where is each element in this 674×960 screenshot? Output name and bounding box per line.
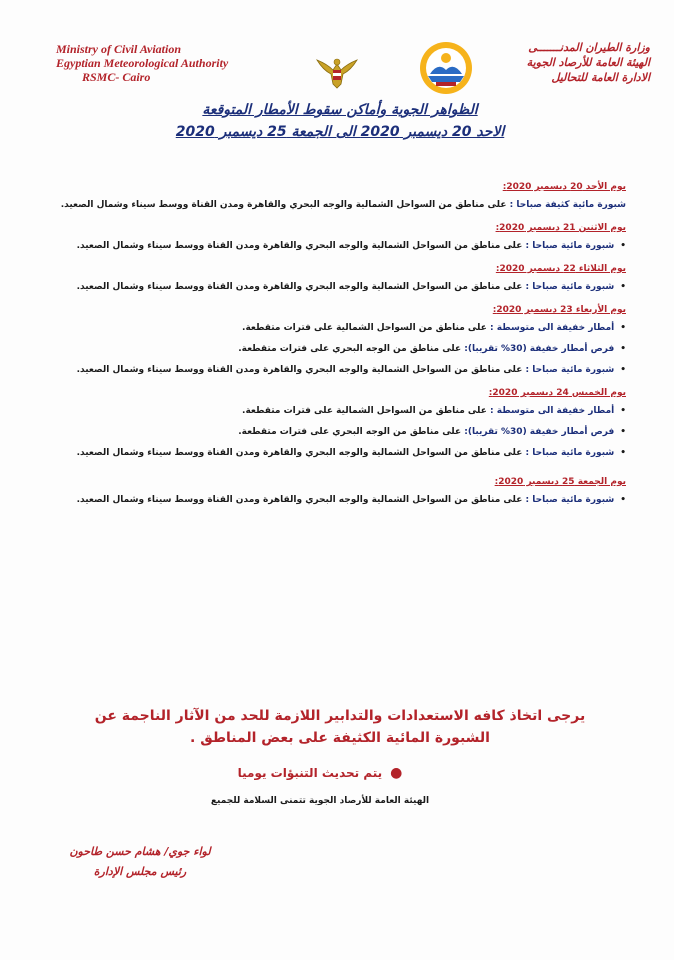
day-title: يوم الجمعة 25 ديسمبر 2020: xyxy=(494,477,626,487)
title-line-2: الاحد 20 ديسمبر 2020 الى الجمعة 25 ديسمبر 2020 xyxy=(175,124,505,140)
forecast-item xyxy=(40,321,626,336)
header-english xyxy=(56,42,256,84)
phenomenon-label: فرص أمطار خفيفة (30% تقريبا): xyxy=(464,344,615,354)
forecast-item xyxy=(40,446,626,461)
phenomenon-areas: على مناطق من السواحل الشمالية والوجه البحري والقاهرة ومدن القناة ووسط سيناء وشمال الصعيد. xyxy=(76,448,526,458)
forecast-days xyxy=(40,180,626,516)
ministry-name-en: Ministry of Civil Aviation xyxy=(56,42,182,56)
phenomenon-areas: على مناطق من السواحل الشمالية والوجه البحري والقاهرة ومدن القناة ووسط سيناء وشمال الصعيد. xyxy=(60,200,510,210)
update-text: يتم تحديث التنبؤات يوميا xyxy=(237,766,383,780)
phenomenon-areas: على مناطق من السواحل الشمالية والوجه البحري والقاهرة ومدن القناة ووسط سيناء وشمال الصعيد. xyxy=(76,282,526,292)
phenomenon-label: أمطار خفيفة الى متوسطة : xyxy=(490,406,615,416)
forecast-item xyxy=(40,342,626,357)
advisory-line-1: يرجى اتخاذ كافه الاستعدادات والتدابير اللازمة للحد من الآثار الناجمة عن xyxy=(94,708,586,724)
header-arabic xyxy=(430,40,650,85)
signature-block xyxy=(30,842,250,882)
forecast-day xyxy=(40,303,626,378)
phenomenon-label: أمطار خفيفة الى متوسطة : xyxy=(490,323,615,333)
greeting-text: الهيئة العامة للأرصاد الجوية تتمنى السلامة للجميع xyxy=(210,796,430,806)
phenomenon-areas: على مناطق من السواحل الشمالية والوجه البحري والقاهرة ومدن القناة ووسط سيناء وشمال الصعيد. xyxy=(76,495,526,505)
day-title: يوم الاثنين 21 ديسمبر 2020: xyxy=(495,223,626,233)
phenomenon-label: شبورة مائية صباحا : xyxy=(525,448,615,458)
rsmc-name-en: RSMC- Cairo xyxy=(82,70,151,84)
forecast-day xyxy=(40,180,626,213)
phenomenon-areas: على مناطق من السواحل الشمالية على فترات متقطعة. xyxy=(242,406,490,416)
signatory-name: لواء جوي/ هشام حسن طاحون xyxy=(69,845,211,858)
update-notice xyxy=(200,764,440,782)
day-title: يوم الأربعاء 23 ديسمبر 2020: xyxy=(492,305,626,315)
advisory-line-2: الشبورة المائية الكثيفة على بعض المناطق . xyxy=(190,730,490,746)
authority-name-en: Egyptian Meteorological Authority xyxy=(56,56,229,70)
phenomenon-areas: على مناطق من السواحل الشمالية والوجه البحري والقاهرة ومدن القناة ووسط سيناء وشمال الصعيد. xyxy=(76,365,526,375)
forecast-item xyxy=(40,363,626,378)
advisory-notice xyxy=(90,705,590,749)
forecast-item xyxy=(40,493,626,508)
forecast-item xyxy=(40,425,626,440)
forecast-day xyxy=(40,386,626,461)
forecast-day xyxy=(40,475,626,508)
forecast-day xyxy=(40,262,626,295)
phenomenon-label: شبورة مائية صباحا : xyxy=(525,495,615,505)
phenomenon-areas: على مناطق من السواحل الشمالية على فترات متقطعة. xyxy=(242,323,490,333)
report-title xyxy=(100,100,580,142)
bullet-icon: ● xyxy=(390,765,403,781)
title-line-1: الظواهر الجوية وأماكن سقوط الأمطار المتوقعة xyxy=(202,102,478,118)
civil-aviation-eagle-logo xyxy=(315,50,359,90)
phenomenon-label: فرص أمطار خفيفة (30% تقريبا): xyxy=(464,427,615,437)
phenomenon-areas: على مناطق من الوجه البحري على فترات متقطعة. xyxy=(238,427,465,437)
day-title: يوم الأحد 20 ديسمبر 2020: xyxy=(502,182,626,192)
authority-name-ar: الهيئة العامة للأرصاد الجوية xyxy=(526,56,650,69)
forecast-item xyxy=(40,404,626,419)
forecast-day xyxy=(40,221,626,254)
phenomenon-areas: على مناطق من السواحل الشمالية والوجه البحري والقاهرة ومدن القناة ووسط سيناء وشمال الصعيد. xyxy=(76,241,526,251)
department-name-ar: الادارة العامة للتحاليل xyxy=(551,71,650,84)
phenomenon-label: شبورة مائية صباحا : xyxy=(525,365,615,375)
ministry-name-ar: وزارة الطيران المدنـــــــى xyxy=(528,41,650,54)
day-title: يوم الخميس 24 ديسمبر 2020: xyxy=(488,388,626,398)
phenomenon-label: شبورة مائية صباحا : xyxy=(525,241,615,251)
forecast-item xyxy=(40,280,626,295)
day-title: يوم الثلاثاء 22 ديسمبر 2020: xyxy=(495,264,626,274)
phenomenon-label: شبورة مائية صباحا : xyxy=(525,282,615,292)
forecast-item xyxy=(40,198,626,213)
phenomenon-label: شبورة مائية كثيفة صباحا : xyxy=(509,200,626,210)
forecast-item xyxy=(40,239,626,254)
phenomenon-areas: على مناطق من الوجه البحري على فترات متقطعة. xyxy=(238,344,465,354)
signatory-title: رئيس مجلس الإدارة xyxy=(93,865,187,878)
